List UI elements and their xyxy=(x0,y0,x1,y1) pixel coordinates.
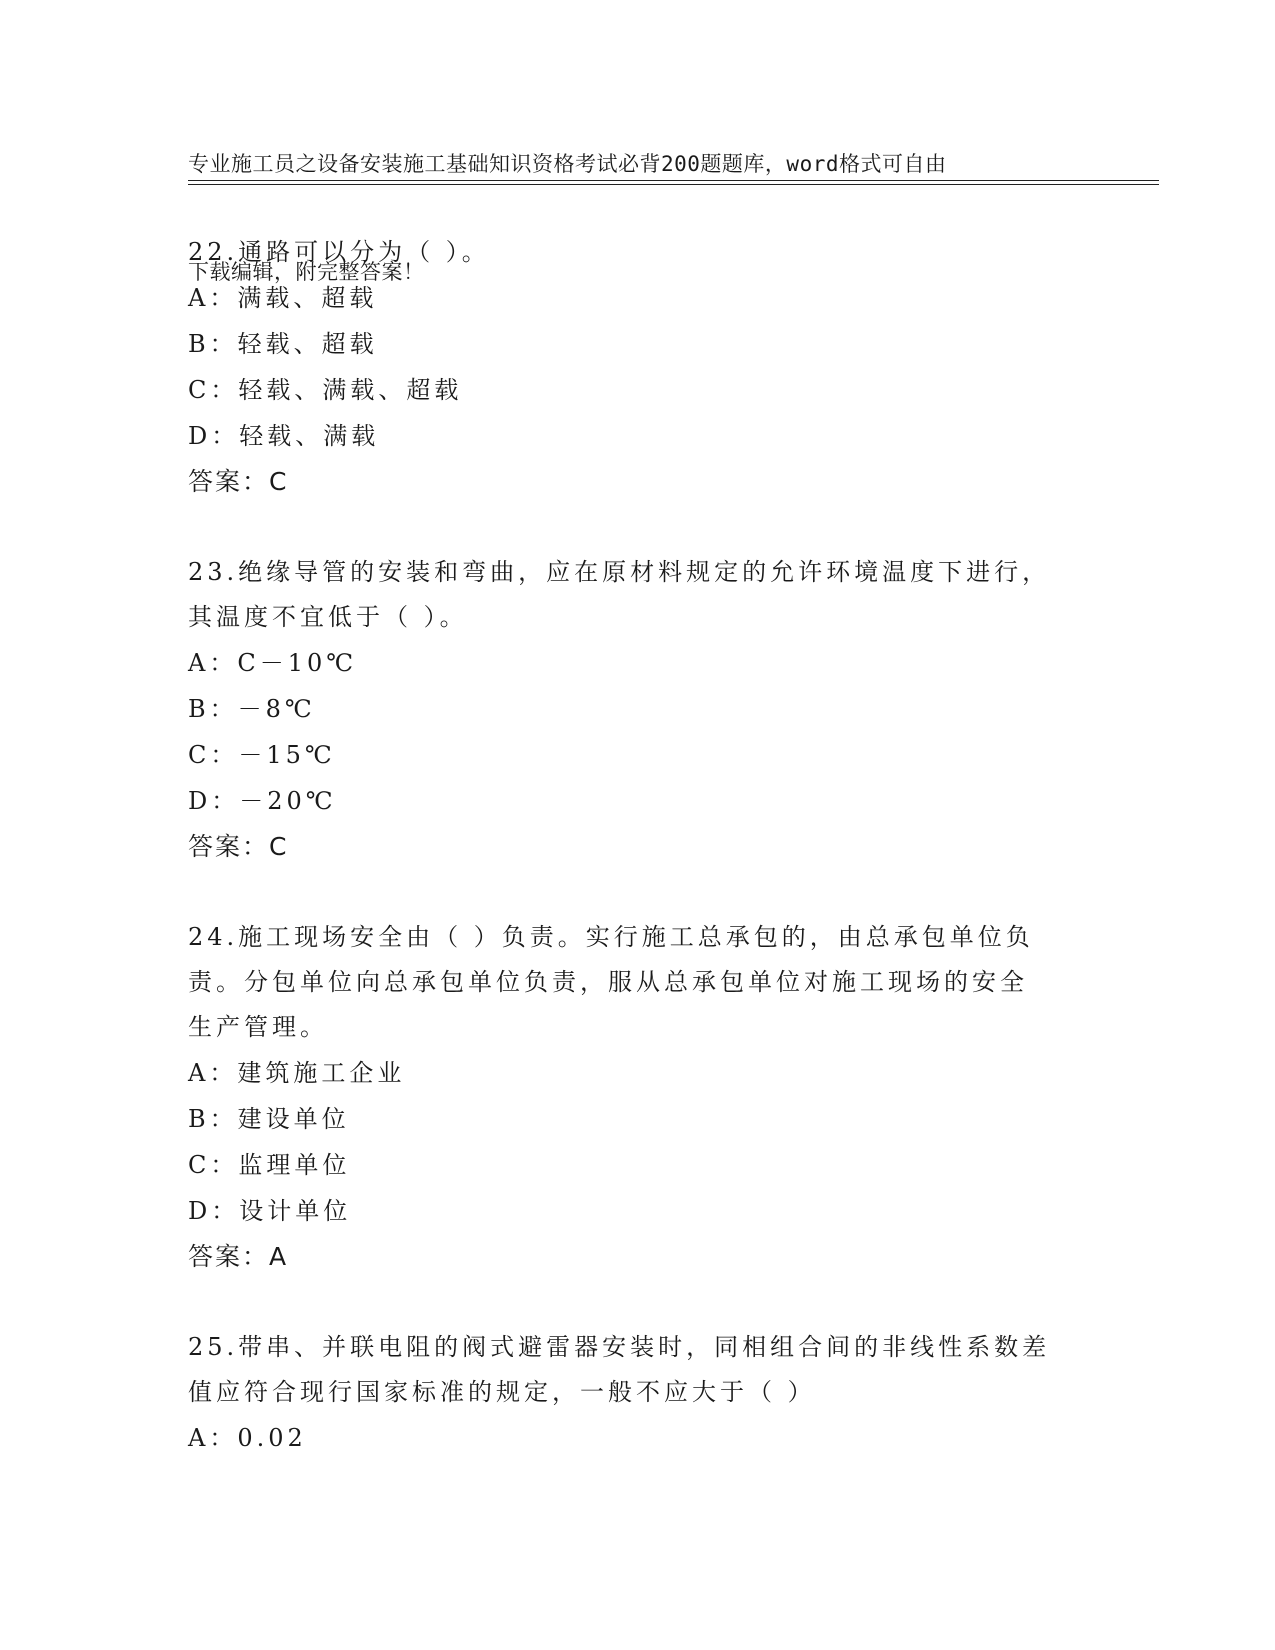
answer: 答案：A xyxy=(188,1242,289,1271)
option-b: B：建设单位 xyxy=(188,1105,350,1133)
option-a: A：C－10℃ xyxy=(188,649,358,677)
question-stem: 22.通路可以分为（ ）。 xyxy=(188,238,490,266)
option-c: C：－15℃ xyxy=(188,741,336,769)
question-stem: 其温度不宜低于（ ）。 xyxy=(188,603,468,631)
question-stem: 生产管理。 xyxy=(188,1013,328,1041)
option-b: B：－8℃ xyxy=(188,695,316,723)
option-a: A：0.02 xyxy=(188,1424,307,1452)
question-23 xyxy=(188,550,1088,870)
question-stem: 24.施工现场安全由（ ）负责。实行施工总承包的，由总承包单位负 xyxy=(188,923,1034,951)
question-list xyxy=(188,230,1088,1506)
question-22 xyxy=(188,230,1088,505)
question-25 xyxy=(188,1325,1088,1461)
answer: 答案：C xyxy=(188,467,289,496)
answer: 答案：C xyxy=(188,832,289,861)
option-d: D：－20℃ xyxy=(188,787,337,815)
header-divider-top xyxy=(188,180,1159,181)
option-c: C：监理单位 xyxy=(188,1151,351,1179)
header-divider-bottom xyxy=(188,184,1159,185)
option-d: D：轻载、满载 xyxy=(188,422,380,450)
option-a: A：满载、超载 xyxy=(188,284,378,312)
question-stem: 25.带串、并联电阻的阀式避雷器安装时，同相组合间的非线性系数差 xyxy=(188,1333,1051,1361)
question-stem: 23.绝缘导管的安装和弯曲，应在原材料规定的允许环境温度下进行， xyxy=(188,558,1051,586)
question-24 xyxy=(188,915,1088,1280)
option-c: C：轻载、满载、超载 xyxy=(188,376,463,404)
header-line-2: 下载编辑，附完整答案！ xyxy=(188,260,425,284)
option-b: B：轻载、超载 xyxy=(188,330,378,358)
option-a: A：建筑施工企业 xyxy=(188,1059,406,1087)
header-line-1: 专业施工员之设备安装施工基础知识资格考试必背200题题库，word格式可自由 xyxy=(188,152,947,176)
question-stem: 值应符合现行国家标准的规定，一般不应大于（ ） xyxy=(188,1378,816,1406)
option-d: D：设计单位 xyxy=(188,1197,352,1225)
question-stem: 责。分包单位向总承包单位负责，服从总承包单位对施工现场的安全 xyxy=(188,968,1028,996)
